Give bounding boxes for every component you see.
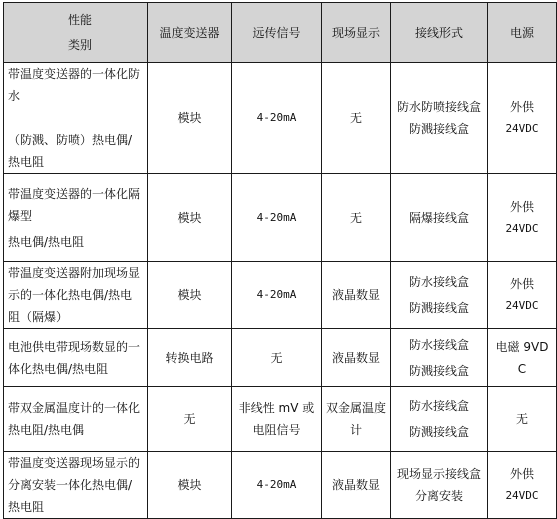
row-signal: 非线性 mV 或电阻信号 xyxy=(232,387,322,452)
row-category: 电池供电带现场数显的一体化热电偶/热电阻 xyxy=(4,329,148,387)
wiring-line-1: 防水接线盒 xyxy=(408,275,469,289)
row-signal: 4-20mA xyxy=(232,63,322,174)
table-row xyxy=(4,452,557,519)
table-header xyxy=(4,3,557,63)
row-wiring: 防水防喷接线盒防溅接线盒 xyxy=(391,63,488,174)
table-row xyxy=(4,63,557,174)
power-line-2: 24VDC xyxy=(505,489,539,502)
row-wiring: 隔爆接线盒 xyxy=(391,174,488,262)
table-row xyxy=(4,387,557,452)
row-signal: 4-20mA xyxy=(232,262,322,329)
power-line-1: 外供 xyxy=(509,467,534,481)
row-power xyxy=(488,174,557,262)
row-display: 无 xyxy=(322,174,391,262)
header-corner-cell xyxy=(4,3,148,63)
row-wiring: 现场显示接线盒 分离安装 xyxy=(391,452,488,519)
row-transmitter: 模块 xyxy=(148,174,232,262)
row-power: 无 xyxy=(488,387,557,452)
header-row xyxy=(4,3,557,63)
row-display: 双金属温度计 xyxy=(322,387,391,452)
row-display: 液晶数显 xyxy=(322,452,391,519)
row-power: 电磁 9VDC xyxy=(488,329,557,387)
row-display: 液晶数显 xyxy=(322,329,391,387)
wiring-line-2: 防溅接线盒 xyxy=(408,425,469,439)
category-line-1: 带温度变送器的一体化防水 xyxy=(8,67,141,103)
table-row xyxy=(4,262,557,329)
power-line-1: 外供 xyxy=(509,100,534,114)
row-wiring xyxy=(391,262,488,329)
row-wiring xyxy=(391,329,488,387)
category-line-1: 带温度变送器的一体化隔爆型 xyxy=(8,186,141,223)
wiring-line-2: 防溅接线盒 xyxy=(408,363,469,378)
table-row xyxy=(4,329,557,387)
row-wiring xyxy=(391,387,488,452)
power-line-2: 24VDC xyxy=(505,221,539,235)
row-power xyxy=(488,262,557,329)
power-line-1: 外供 xyxy=(509,277,534,291)
header-power: 电源 xyxy=(488,3,557,63)
category-line-2: （防溅、防喷）热电偶/热电阻 xyxy=(8,133,133,169)
row-transmitter: 模块 xyxy=(148,262,232,329)
row-category xyxy=(4,174,148,262)
header-corner-top: 性能 xyxy=(68,13,93,27)
row-power xyxy=(488,63,557,174)
table-row xyxy=(4,174,557,262)
row-category: 带双金属温度计的一体化热电阻/热电偶 xyxy=(4,387,148,452)
row-signal: 无 xyxy=(232,329,322,387)
power-line-2: 24VDC xyxy=(505,122,539,135)
row-power xyxy=(488,452,557,519)
row-signal: 4-20mA xyxy=(232,452,322,519)
row-display: 无 xyxy=(322,63,391,174)
row-transmitter: 模块 xyxy=(148,452,232,519)
power-line-1: 外供 xyxy=(509,199,534,214)
row-transmitter: 无 xyxy=(148,387,232,452)
wiring-line-2: 防溅接线盒 xyxy=(408,301,469,315)
row-signal: 4-20mA xyxy=(232,174,322,262)
power-line-2: 24VDC xyxy=(505,299,539,312)
wiring-line-1: 防水接线盒 xyxy=(408,399,469,413)
row-category xyxy=(4,63,148,174)
category-line-2: 热电偶/热电阻 xyxy=(8,234,85,249)
header-display: 现场显示 xyxy=(322,3,391,63)
row-category: 带温度变送器现场显示的分离安装一体化热电偶/热电阻 xyxy=(4,452,148,519)
header-signal: 远传信号 xyxy=(232,3,322,63)
header-transmitter: 温度变送器 xyxy=(148,3,232,63)
wiring-line-1: 防水接线盒 xyxy=(408,337,469,352)
spec-table xyxy=(3,2,557,519)
header-corner-bottom: 类别 xyxy=(68,38,93,52)
header-wiring: 接线形式 xyxy=(391,3,488,63)
row-transmitter: 模块 xyxy=(148,63,232,174)
row-category: 带温度变送器附加现场显示的一体化热电偶/热电阻（隔爆） xyxy=(4,262,148,329)
row-transmitter: 转换电路 xyxy=(148,329,232,387)
row-display: 液晶数显 xyxy=(322,262,391,329)
